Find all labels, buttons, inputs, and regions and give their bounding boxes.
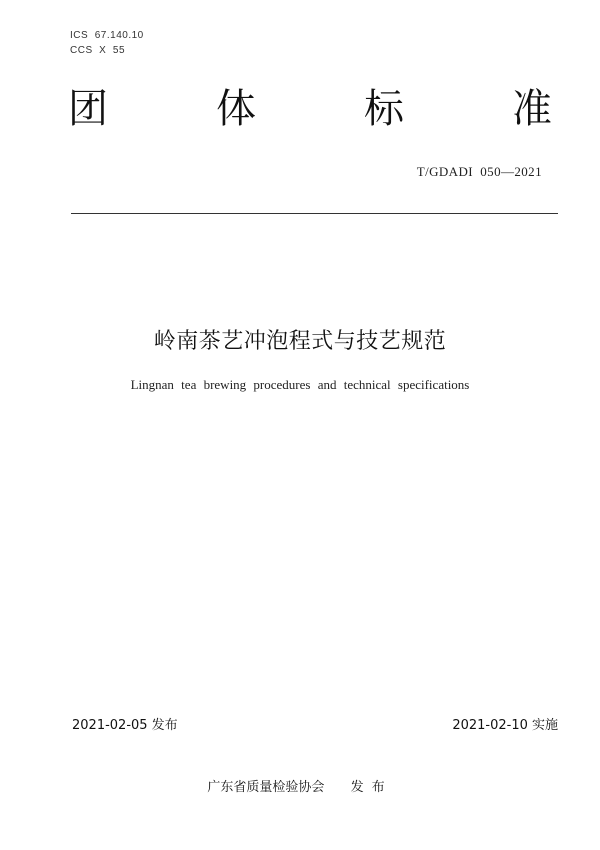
classification-codes — [70, 28, 144, 58]
ics-code: ICS 67.140.10 — [70, 30, 144, 41]
title-chinese: 岭南茶艺冲泡程式与技艺规范 — [153, 329, 447, 354]
doc-type-char: 标 — [364, 86, 404, 132]
issue-date: 2021-02-05 发布 — [72, 718, 178, 733]
standard-number: T/GDADI 050—2021 — [416, 164, 542, 179]
document-type-heading — [68, 84, 552, 134]
implementation-date: 2021-02-10 实施 — [452, 718, 558, 733]
title-english: Lingnan tea brewing procedures and technical specifications — [130, 377, 470, 392]
doc-type-char: 团 — [68, 86, 108, 132]
publish-action: 发布 — [350, 780, 393, 795]
publisher-line — [0, 776, 600, 795]
doc-type-char: 体 — [216, 86, 256, 132]
publisher-organization: 广东省质量检验协会 — [207, 780, 325, 795]
ccs-code: CCS X 55 — [70, 45, 126, 56]
header-divider — [71, 213, 558, 214]
doc-type-char: 准 — [512, 86, 552, 132]
